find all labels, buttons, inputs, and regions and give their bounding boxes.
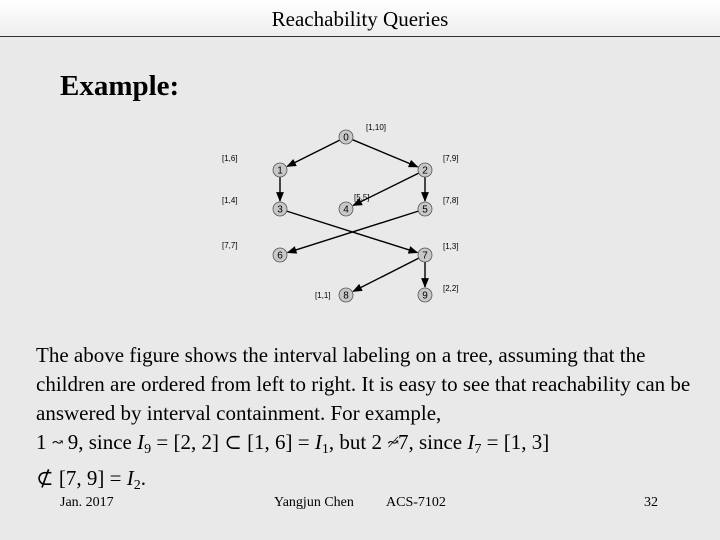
interval-label-5: [7,8] [443, 196, 459, 205]
tree-node-label-7: 7 [422, 250, 428, 262]
tree-node-label-1: 1 [277, 165, 283, 177]
reach-arrow-icon: ↝ [51, 436, 63, 451]
not-subset-icon: ⊄ [36, 466, 54, 490]
interval-label-0: [1,10] [366, 123, 387, 132]
interval-label-8: [1,1] [315, 291, 331, 300]
tree-node-label-0: 0 [343, 132, 349, 144]
footer-course: ACS-7102 [386, 495, 446, 510]
tree-edges [280, 140, 425, 292]
explanation-text [36, 341, 716, 500]
slide-title: Reachability Queries [0, 0, 720, 37]
tree-nodes [273, 130, 432, 302]
tree-node-label-8: 8 [343, 290, 349, 302]
example-heading: Example: [60, 70, 180, 102]
tree-node-label-5: 5 [422, 204, 428, 216]
interval-label-7: [1,3] [443, 242, 459, 251]
footer-page-number: 32 [644, 495, 658, 510]
interval-label-6: [7,7] [222, 241, 238, 250]
interval-label-3: [1,4] [222, 196, 238, 205]
tree-edge-0-1 [287, 140, 340, 166]
tree-node-label-4: 4 [343, 204, 349, 216]
interval-label-1: [1,6] [222, 154, 238, 163]
tree-node-label-9: 9 [422, 290, 428, 302]
interval-label-2: [7,9] [443, 154, 459, 163]
tree-node-label-2: 2 [422, 165, 428, 177]
footer-date: Jan. 2017 [60, 495, 114, 510]
tree-node-label-6: 6 [277, 250, 283, 262]
tree-edge-0-2 [352, 140, 417, 167]
tree-node-label-3: 3 [277, 204, 283, 216]
interval-label-9: [2,2] [443, 284, 459, 293]
not-reach-arrow-icon: ↝̸ [387, 436, 398, 451]
tree-edge-7-8 [353, 258, 419, 291]
interval-label-4: [5,5] [354, 193, 370, 202]
example-line-2: ⊄ [7, $9] = I_2$. [36, 466, 146, 493]
example-line-1: 1 ↝ 9, since $I_9 = [2$, 2] ⊂ [1, $6] = I_1$, but 2 ↝̸7, since $I_7 = [1$, 3] [36, 430, 550, 457]
footer-author: Yangjun Chen [274, 495, 354, 510]
explanation-paragraph: The above figure shows the interval labeling on a tree, assuming that the children are ordered from left to right. It is easy to see that reachability can be answered by interval containment. For example, [36, 343, 691, 425]
